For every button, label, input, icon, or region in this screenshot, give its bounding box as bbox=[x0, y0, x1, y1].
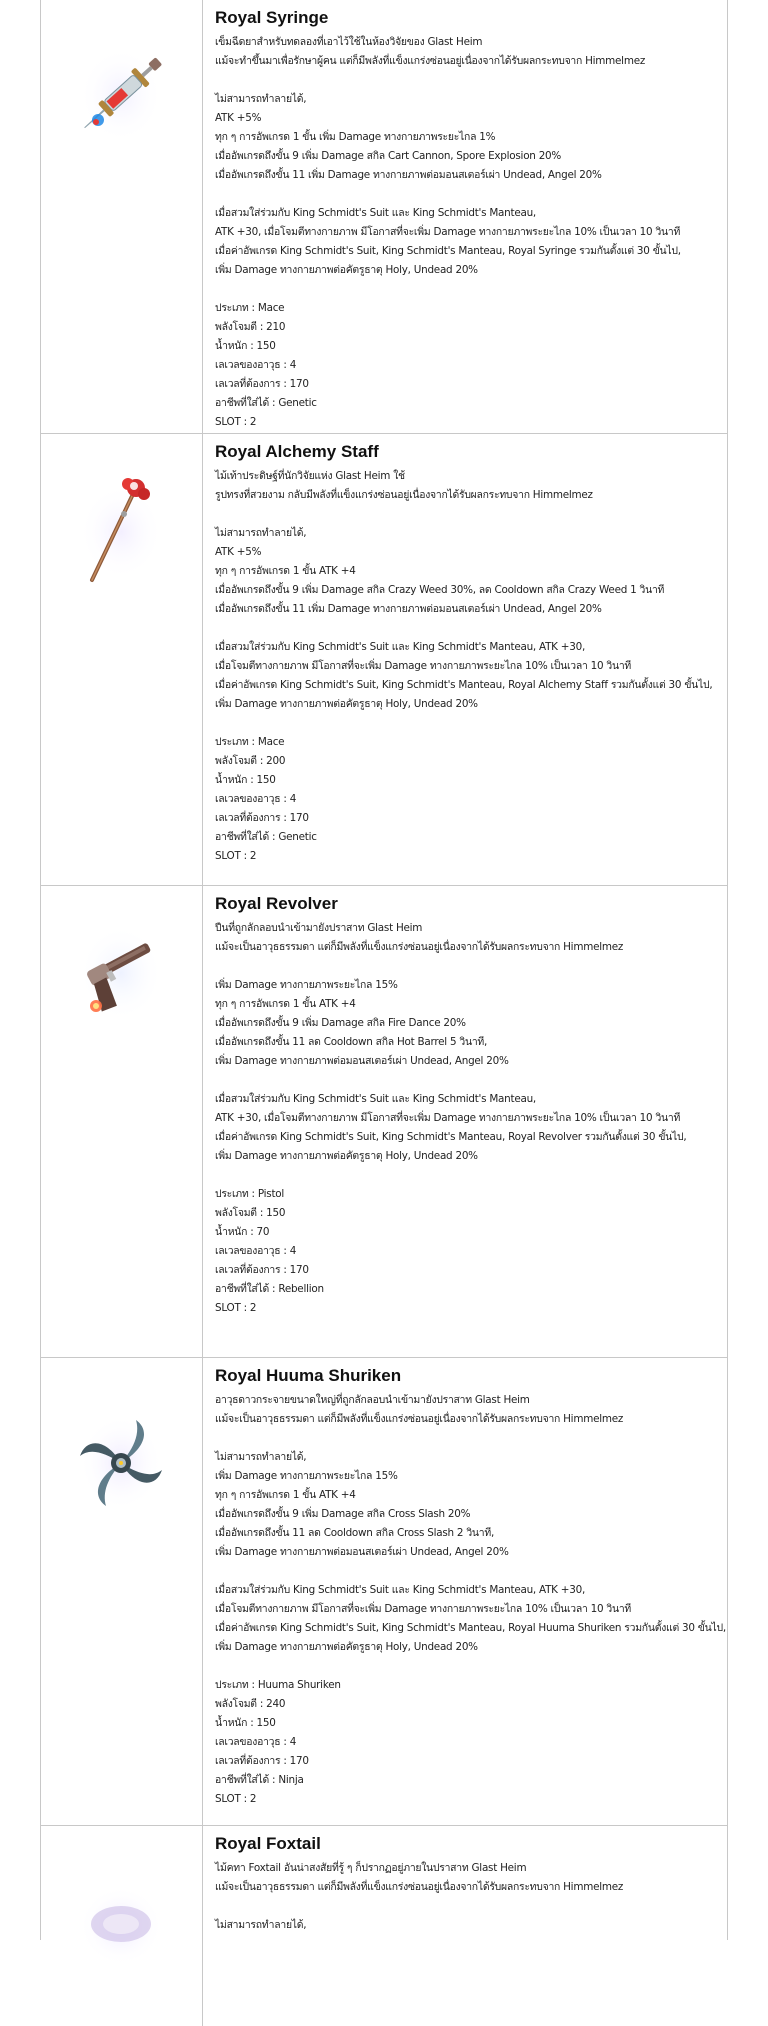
effect-line: ทุก ๆ การอัพเกรด 1 ขั้น ATK +4 bbox=[215, 565, 356, 577]
intro-line: ไม้เท้าประดิษฐ์ที่นักวิจัยแห่ง Glast Heim ใช้ bbox=[215, 470, 405, 482]
effect-line: เมื่ออัพเกรดถึงขั้น 9 เพิ่ม Damage สกิล Cart Cannon, Spore Explosion 20% bbox=[215, 150, 562, 162]
set-bonus-line: เมื่อโจมตีทางกายภาพ มีโอกาสที่จะเพิ่ม Damage ทางกายภาพระยะไกล 10% เป็นเวลา 10 วินาที bbox=[215, 660, 632, 672]
stat-weight: น้ำหนัก : 70 bbox=[215, 1226, 270, 1238]
alchemy-staff-icon bbox=[76, 474, 166, 584]
effect-line: เมื่ออัพเกรดถึงขั้น 11 เพิ่ม Damage ทางกายภาพต่อมอนสเตอร์เผ่า Undead, Angel 20% bbox=[215, 603, 602, 615]
set-bonus-line: เมื่อสวมใส่ร่วมกับ King Schmidt's Suit และ King Schmidt's Manteau, ATK +30, bbox=[215, 1584, 586, 1596]
set-bonus-line: เมื่อสวมใส่ร่วมกับ King Schmidt's Suit และ King Schmidt's Manteau, bbox=[215, 1093, 536, 1105]
set-bonus-line: เมื่อค่าอัพเกรด King Schmidt's Suit, King Schmidt's Manteau, Royal Syringe รวมกันตั้งแต่ 30 ขั้นไป, bbox=[215, 245, 681, 257]
stat-jobs: อาชีพที่ใส่ได้ : Ninja bbox=[215, 1774, 304, 1786]
item-description bbox=[215, 892, 719, 1318]
item-row-royal-alchemy-staff bbox=[41, 434, 727, 886]
stat-required-level: เลเวลที่ต้องการ : 170 bbox=[215, 1264, 309, 1276]
item-row-royal-foxtail bbox=[41, 1826, 727, 2026]
item-description bbox=[215, 440, 719, 866]
effect-line: ไม่สามารถทำลายได้, bbox=[215, 527, 307, 539]
stat-jobs: อาชีพที่ใส่ได้ : Rebellion bbox=[215, 1283, 324, 1295]
stat-attack: พลังโจมตี : 200 bbox=[215, 755, 286, 767]
set-bonus-line: เพิ่ม Damage ทางกายภาพต่อคัตรูธาตุ Holy, Undead 20% bbox=[215, 1641, 478, 1653]
intro-line: แม้จะเป็นอาวุธธรรมดา แต่ก็มีพลังที่แข็งแกร่งซ่อนอยู่เนื่องจากได้รับผลกระทบจาก Himmelmez bbox=[215, 1413, 624, 1425]
intro-line: เข็มฉีดยาสำหรับทดลองที่เอาไว้ใช้ในห้องวิจัยของ Glast Heim bbox=[215, 36, 483, 48]
item-image-cell bbox=[41, 1826, 203, 2026]
item-title: Royal Syringe bbox=[215, 8, 329, 27]
effect-line: เพิ่ม Damage ทางกายภาพต่อมอนสเตอร์เผ่า Undead, Angel 20% bbox=[215, 1546, 509, 1558]
effect-line: ไม่สามารถทำลายได้, bbox=[215, 1451, 307, 1463]
set-bonus-line: เมื่อค่าอัพเกรด King Schmidt's Suit, King Schmidt's Manteau, Royal Alchemy Staff รวมกันตั้งแต่ 30 ขั้นไป, bbox=[215, 679, 713, 691]
stat-required-level: เลเวลที่ต้องการ : 170 bbox=[215, 378, 309, 390]
intro-line: แม้จะเป็นอาวุธธรรมดา แต่ก็มีพลังที่แข็งแกร่งซ่อนอยู่เนื่องจากได้รับผลกระทบจาก Himmelmez bbox=[215, 1881, 624, 1893]
stat-required-level: เลเวลที่ต้องการ : 170 bbox=[215, 1755, 309, 1767]
stat-slot: SLOT : 2 bbox=[215, 416, 257, 428]
syringe-icon bbox=[76, 40, 166, 150]
stat-required-level: เลเวลที่ต้องการ : 170 bbox=[215, 812, 309, 824]
foxtail-icon bbox=[76, 1886, 166, 1996]
effect-line: เพิ่ม Damage ทางกายภาพต่อมอนสเตอร์เผ่า Undead, Angel 20% bbox=[215, 1055, 509, 1067]
item-title: Royal Huuma Shuriken bbox=[215, 1366, 402, 1385]
set-bonus-line: เมื่อสวมใส่ร่วมกับ King Schmidt's Suit และ King Schmidt's Manteau, ATK +30, bbox=[215, 641, 586, 653]
stat-attack: พลังโจมตี : 240 bbox=[215, 1698, 286, 1710]
item-image-cell bbox=[41, 434, 203, 885]
effect-line: ATK +5% bbox=[215, 112, 262, 124]
stat-weight: น้ำหนัก : 150 bbox=[215, 774, 276, 786]
intro-line: แม้จะเป็นอาวุธธรรมดา แต่ก็มีพลังที่แข็งแกร่งซ่อนอยู่เนื่องจากได้รับผลกระทบจาก Himmelmez bbox=[215, 941, 624, 953]
effect-line: ไม่สามารถทำลายได้, bbox=[215, 1919, 307, 1931]
stat-weight: น้ำหนัก : 150 bbox=[215, 1717, 276, 1729]
huuma-shuriken-icon bbox=[76, 1408, 166, 1518]
stat-attack: พลังโจมตี : 150 bbox=[215, 1207, 286, 1219]
effect-line: เพิ่ม Damage ทางกายภาพระยะไกล 15% bbox=[215, 1470, 398, 1482]
set-bonus-line: เพิ่ม Damage ทางกายภาพต่อคัตรูธาตุ Holy, Undead 20% bbox=[215, 698, 478, 710]
item-row-royal-huuma-shuriken bbox=[41, 1358, 727, 1826]
stat-slot: SLOT : 2 bbox=[215, 1302, 257, 1314]
stat-type: ประเภท : Mace bbox=[215, 736, 285, 748]
item-title: Royal Revolver bbox=[215, 894, 338, 913]
intro-line: รูปทรงที่สวยงาม กลับมีพลังที่แข็งแกร่งซ่อนอยู่เนื่องจากได้รับผลกระทบจาก Himmelmez bbox=[215, 489, 593, 501]
stat-weapon-level: เลเวลของอาวุธ : 4 bbox=[215, 1736, 297, 1748]
item-row-royal-syringe bbox=[41, 0, 727, 434]
stat-weapon-level: เลเวลของอาวุธ : 4 bbox=[215, 1245, 297, 1257]
effect-line: เมื่ออัพเกรดถึงขั้น 11 ลด Cooldown สกิล Cross Slash 2 วินาที, bbox=[215, 1527, 494, 1539]
set-bonus-line: เมื่อค่าอัพเกรด King Schmidt's Suit, King Schmidt's Manteau, Royal Huuma Shuriken รวมกันตั้งแต่ 30 ขั้นไป, bbox=[215, 1622, 726, 1634]
item-title: Royal Foxtail bbox=[215, 1834, 321, 1853]
item-row-royal-revolver bbox=[41, 886, 727, 1358]
set-bonus-line: เพิ่ม Damage ทางกายภาพต่อคัตรูธาตุ Holy, Undead 20% bbox=[215, 264, 478, 276]
stat-type: ประเภท : Huuma Shuriken bbox=[215, 1679, 341, 1691]
set-bonus-line: เมื่อค่าอัพเกรด King Schmidt's Suit, King Schmidt's Manteau, Royal Revolver รวมกันตั้งแต่ 30 ขั้นไป, bbox=[215, 1131, 687, 1143]
set-bonus-line: เพิ่ม Damage ทางกายภาพต่อคัตรูธาตุ Holy, Undead 20% bbox=[215, 1150, 478, 1162]
item-description bbox=[215, 6, 719, 432]
intro-line: แม้จะทำขึ้นมาเพื่อรักษาผู้คน แต่ก็มีพลังที่แข็งแกร่งซ่อนอยู่เนื่องจากได้รับผลกระทบจาก Himmelmez bbox=[215, 55, 646, 67]
effect-line: เมื่ออัพเกรดถึงขั้น 9 เพิ่ม Damage สกิล Fire Dance 20% bbox=[215, 1017, 466, 1029]
set-bonus-line: ATK +30, เมื่อโจมตีทางกายภาพ มีโอกาสที่จะเพิ่ม Damage ทางกายภาพระยะไกล 10% เป็นเวลา 10 วินาที bbox=[215, 226, 681, 238]
set-bonus-line: เมื่อโจมตีทางกายภาพ มีโอกาสที่จะเพิ่ม Damage ทางกายภาพระยะไกล 10% เป็นเวลา 10 วินาที bbox=[215, 1603, 632, 1615]
set-bonus-line: เมื่อสวมใส่ร่วมกับ King Schmidt's Suit และ King Schmidt's Manteau, bbox=[215, 207, 536, 219]
effect-line: เมื่ออัพเกรดถึงขั้น 9 เพิ่ม Damage สกิล Cross Slash 20% bbox=[215, 1508, 471, 1520]
item-image-cell bbox=[41, 886, 203, 1357]
intro-line: ไม้คทา Foxtail อันน่าสงสัยที่รู้ ๆ ก็ปรากฏอยู่ภายในปราสาท Glast Heim bbox=[215, 1862, 527, 1874]
effect-line: เพิ่ม Damage ทางกายภาพระยะไกล 15% bbox=[215, 979, 398, 991]
effect-line: ทุก ๆ การอัพเกรด 1 ขั้น ATK +4 bbox=[215, 1489, 356, 1501]
intro-line: อาวุธดาวกระจายขนาดใหญ่ที่ถูกลักลอบนำเข้ามายังปราสาท Glast Heim bbox=[215, 1394, 530, 1406]
stat-type: ประเภท : Mace bbox=[215, 302, 285, 314]
item-description bbox=[215, 1364, 726, 1809]
revolver-icon bbox=[76, 918, 166, 1028]
item-table bbox=[40, 0, 728, 1940]
stat-attack: พลังโจมตี : 210 bbox=[215, 321, 286, 333]
stat-type: ประเภท : Pistol bbox=[215, 1188, 285, 1200]
effect-line: เมื่ออัพเกรดถึงขั้น 11 ลด Cooldown สกิล Hot Barrel 5 วินาที, bbox=[215, 1036, 488, 1048]
effect-line: ATK +5% bbox=[215, 546, 262, 558]
effect-line: ไม่สามารถทำลายได้, bbox=[215, 93, 307, 105]
stat-slot: SLOT : 2 bbox=[215, 850, 257, 862]
effect-line: ทุก ๆ การอัพเกรด 1 ขั้น เพิ่ม Damage ทางกายภาพระยะไกล 1% bbox=[215, 131, 496, 143]
stat-weapon-level: เลเวลของอาวุธ : 4 bbox=[215, 793, 297, 805]
stat-jobs: อาชีพที่ใส่ได้ : Genetic bbox=[215, 397, 317, 409]
effect-line: เมื่ออัพเกรดถึงขั้น 9 เพิ่ม Damage สกิล Crazy Weed 30%, ลด Cooldown สกิล Crazy Weed 1 วินาที bbox=[215, 584, 665, 596]
effect-line: ทุก ๆ การอัพเกรด 1 ขั้น ATK +4 bbox=[215, 998, 356, 1010]
item-image-cell bbox=[41, 0, 203, 433]
set-bonus-line: ATK +30, เมื่อโจมตีทางกายภาพ มีโอกาสที่จะเพิ่ม Damage ทางกายภาพระยะไกล 10% เป็นเวลา 10 วินาที bbox=[215, 1112, 681, 1124]
stat-jobs: อาชีพที่ใส่ได้ : Genetic bbox=[215, 831, 317, 843]
intro-line: ปืนที่ถูกลักลอบนำเข้ามายังปราสาท Glast Heim bbox=[215, 922, 423, 934]
stat-slot: SLOT : 2 bbox=[215, 1793, 257, 1805]
item-title: Royal Alchemy Staff bbox=[215, 442, 379, 461]
stat-weapon-level: เลเวลของอาวุธ : 4 bbox=[215, 359, 297, 371]
effect-line: เมื่ออัพเกรดถึงขั้น 11 เพิ่ม Damage ทางกายภาพต่อมอนสเตอร์เผ่า Undead, Angel 20% bbox=[215, 169, 602, 181]
stat-weight: น้ำหนัก : 150 bbox=[215, 340, 276, 352]
item-image-cell bbox=[41, 1358, 203, 1825]
